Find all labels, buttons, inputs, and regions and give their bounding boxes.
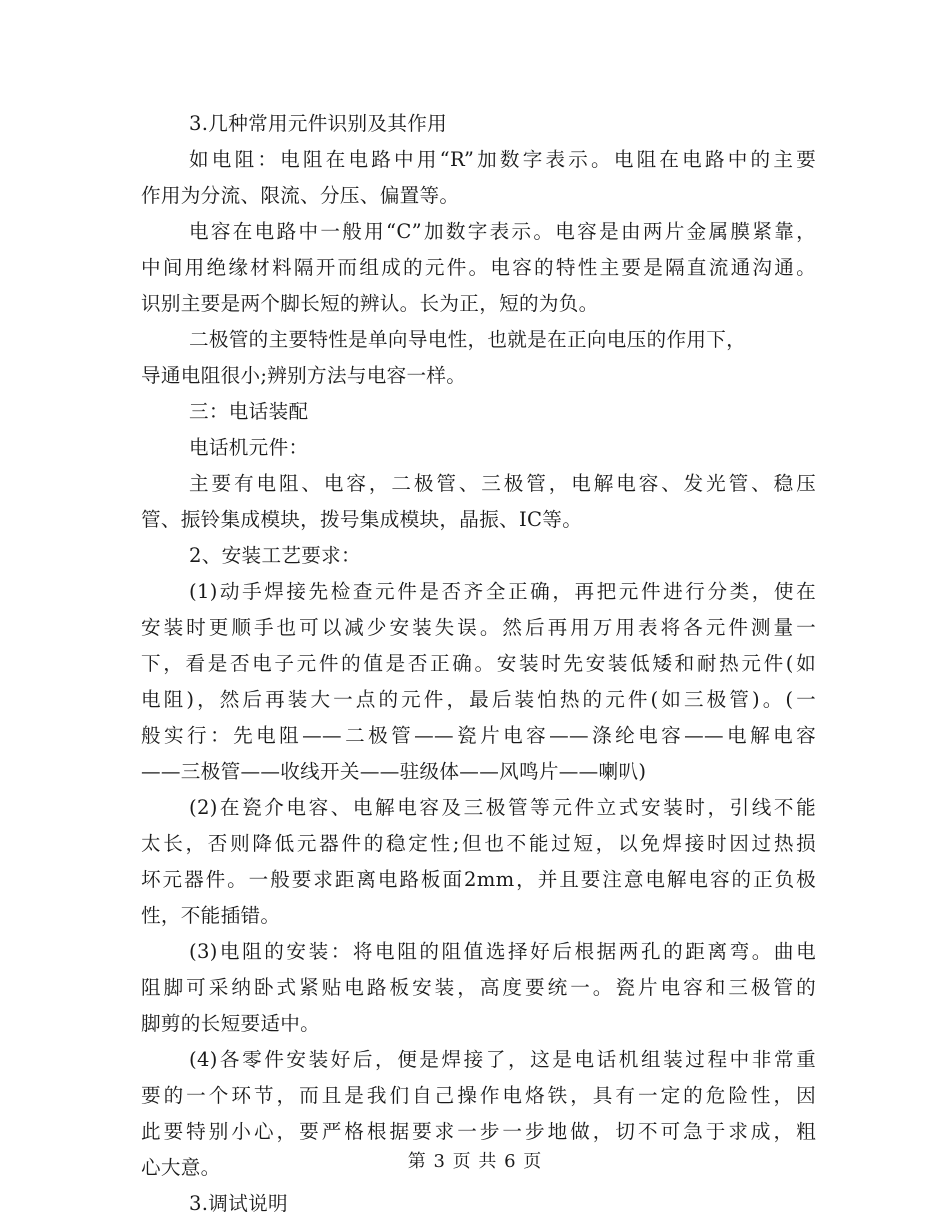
paragraph-line: 阻脚可采纳卧式紧贴电路板安装，高度要统一。瓷片电容和三极管的 — [141, 976, 816, 999]
paragraph-line: 二极管的主要特性是单向导电性，也就是在正向电压的作用下， — [189, 328, 747, 351]
paragraph-line: 安装时更顺手也可以减少安装失误。然后再用万用表将各元件测量一 — [141, 616, 816, 639]
paragraph-line: 作用为分流、限流、分压、偏置等。 — [141, 184, 460, 207]
paragraph-line: 要的一个环节，而且是我们自己操作电烙铁，具有一定的危险性，因 — [141, 1084, 816, 1107]
paragraph-line: (1)动手焊接先检查元件是否齐全正确，再把元件进行分类，使在 — [189, 580, 816, 603]
subsection-heading: 电话机元件： — [189, 436, 309, 459]
paragraph-line: 此要特别小心，要严格根据要求一步一步地做，切不可急于求成，粗 — [141, 1120, 816, 1143]
paragraph-line: (2)在瓷介电容、电解电容及三极管等元件立式安装时，引线不能 — [189, 796, 816, 819]
paragraph-line: 管、振铃集成模块，拨号集成模块，晶振、IC等。 — [141, 508, 583, 531]
paragraph-line: 性，不能插错。 — [141, 904, 281, 927]
section-heading: 3.几种常用元件识别及其作用 — [189, 112, 448, 135]
paragraph-line: 如电阻：电阻在电路中用“R”加数字表示。电阻在电路中的主要 — [189, 148, 816, 171]
page-number-footer: 第 3 页 共 6 页 — [407, 1151, 543, 1172]
paragraph-line: ——三极管——收线开关——驻级体——风鸣片——喇叭) — [141, 760, 647, 783]
paragraph-line: 识别主要是两个脚长短的辨认。长为正，短的为负。 — [141, 292, 599, 315]
section-heading: 三：电话装配 — [189, 400, 309, 423]
paragraph-line: 坏元器件。一般要求距离电路板面2mm，并且要注意电解电容的正负极 — [141, 868, 816, 891]
section-heading: 3.调试说明 — [189, 1192, 288, 1215]
paragraph-line: 主要有电阻、电容，二极管、三极管，电解电容、发光管、稳压 — [189, 472, 816, 495]
paragraph-line: 下，看是否电子元件的值是否正确。安装时先安装低矮和耐热元件(如 — [141, 652, 816, 675]
paragraph-line: 太长，否则降低元器件的稳定性;但也不能过短，以免焊接时因过热损 — [141, 832, 816, 855]
paragraph-line: 般实行：先电阻——二极管——瓷片电容——涤纶电容——电解电容 — [141, 724, 816, 747]
paragraph-line: 心大意。 — [141, 1156, 221, 1179]
subsection-heading: 2、安装工艺要求： — [189, 544, 361, 567]
paragraph-line: 导通电阻很小;辨别方法与电容一样。 — [141, 364, 467, 387]
paragraph-line: 电阻)，然后再装大一点的元件，最后装怕热的元件(如三极管)。(一 — [141, 688, 816, 711]
paragraph-line: (4)各零件安装好后，便是焊接了，这是电话机组装过程中非常重 — [189, 1048, 816, 1071]
paragraph-line: 电容在电路中一般用“C”加数字表示。电容是由两片金属膜紧靠， — [189, 220, 816, 243]
paragraph-line: 脚剪的长短要适中。 — [141, 1012, 321, 1035]
paragraph-line: (3)电阻的安装：将电阻的阻值选择好后根据两孔的距离弯。曲电 — [189, 940, 816, 963]
paragraph-line: 中间用绝缘材料隔开而组成的元件。电容的特性主要是隔直流通沟通。 — [141, 256, 816, 279]
body-text — [141, 106, 816, 1222]
